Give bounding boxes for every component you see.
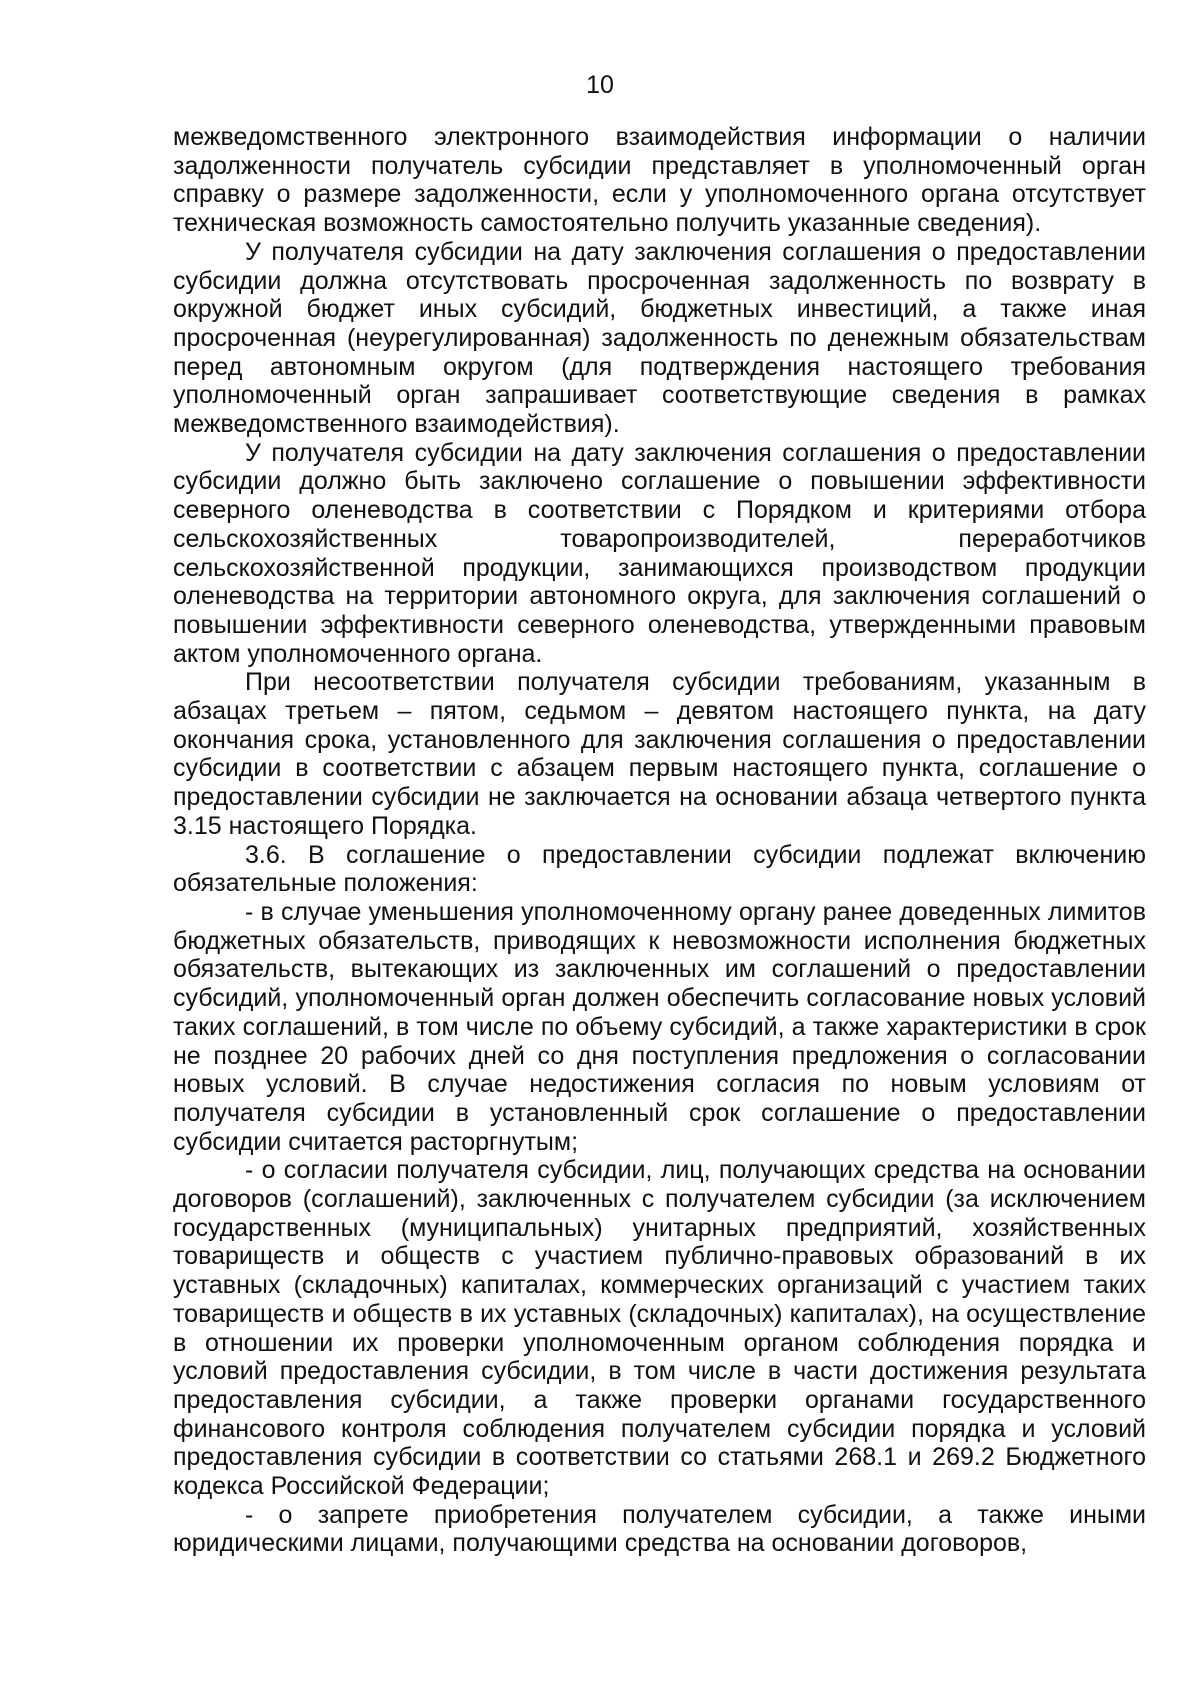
list-item-limits-reduction: - в случае уменьшения уполномоченному органу ранее доведенных лимитов бюджетных обязательств, приводящих к невозможности исполнения бюджетных обязательств, вытекающих из заключенных им соглашений о предоставлении субсидий, уполномоченный орган должен обеспечить согласование новых условий таких соглашений, в том числе по объему субсидий, а также характеристики в срок не позднее 20 рабочих дней со дня поступления предложения о согласовании новых условий. В случае недостижения согласия по новым условиям от получателя субсидии в установленный срок соглашение о предоставлении субсидии считается расторгнутым; [173,897,1146,1156]
paragraph-noncompliance: При несоответствии получателя субсидии требованиям, указанным в абзацах третьем – пятом, седьмом – девятом настоящего пункта, на дату окончания срока, установленного для заключения соглашения о предоставлении субсидии в соответствии с абзацем первым настоящего пункта, соглашение о предоставлении субсидии не заключается на основании абзаца четвертого пункта 3.15 настоящего Порядка. [173,668,1146,840]
document-body [173,123,1146,1558]
paragraph-no-overdue-debt: У получателя субсидии на дату заключения соглашения о предоставлении субсидии должна отсутствовать просроченная задолженность по возврату в окружной бюджет иных субсидий, бюджетных инвестиций, а также иная просроченная (неурегулированная) задолженность по денежным обязательствам перед автономным округом (для подтверждения настоящего требования уполномоченный орган запрашивает соответствующие сведения в рамках межведомственного взаимодействия). [173,237,1146,439]
list-item-consent-to-audit: - о согласии получателя субсидии, лиц, получающих средства на основании договоров (соглашений), заключенных с получателем субсидии (за исключением государственных (муниципальных) унитарных предприятий, хозяйственных товариществ и обществ с участием публично-правовых образований в их уставных (складочных) капиталах, коммерческих организаций с участием таких товариществ и обществ в их уставных (складочных) капиталах), на осуществление в отношении их проверки уполномоченным органом соблюдения порядка и условий предоставления субсидии, в том числе в части достижения результата предоставления субсидии, а также проверки органами государственного финансового контроля соблюдения получателем субсидии порядка и условий предоставления субсидии в соответствии со статьями 268.1 и 269.2 Бюджетного кодекса Российской Федерации; [173,1156,1146,1501]
paragraph-clause-3-6: 3.6. В соглашение о предоставлении субсидии подлежат включению обязательные положения: [173,840,1146,898]
list-item-purchase-ban: - о запрете приобретения получателем субсидии, а также иными юридическими лицами, получающими средства на основании договоров, [173,1500,1146,1558]
paragraph-reindeer-agreement: У получателя субсидии на дату заключения соглашения о предоставлении субсидии должно быть заключено соглашение о повышении эффективности северного оленеводства в соответствии с Порядком и критериями отбора сельскохозяйственных товаропроизводителей, переработчиков сельскохозяйственной продукции, занимающихся производством продукции оленеводства на территории автономного округа, для заключения соглашений о повышении эффективности северного оленеводства, утвержденными правовым актом уполномоченного органа. [173,438,1146,668]
page-number: 10 [586,71,614,99]
paragraph-continuation: межведомственного электронного взаимодействия информации о наличии задолженности получатель субсидии представляет в уполномоченный орган справку о размере задолженности, если у уполномоченного органа отсутствует техническая возможность самостоятельно получить указанные сведения). [173,123,1146,238]
